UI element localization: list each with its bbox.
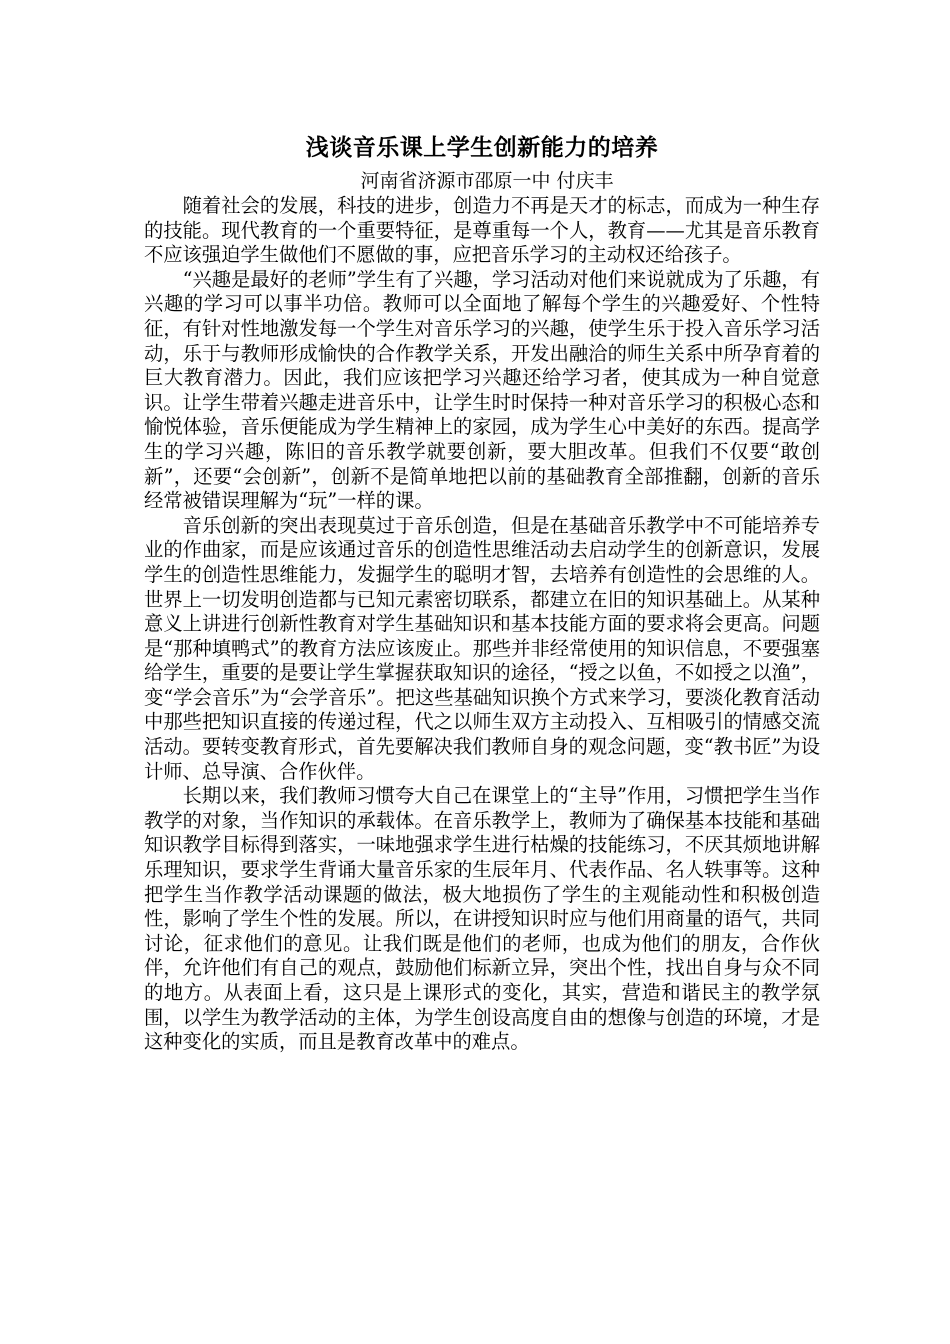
document-title: 浅谈音乐课上学生创新能力的培养 (305, 134, 659, 161)
author-line: 河南省济源市邵原一中 付庆丰 (360, 170, 614, 192)
document-page (144, 128, 820, 1055)
paragraph-4: 长期以来，我们教师习惯夸大自己在课堂上的“主导”作用，习惯把学生当作教学的对象，当作知识的承载体。在音乐教学上，教师为了确保基本技能和基础知识教学目标得到落实，一味地强求学生进行枯燥的技能练习，不厌其烦地讲解乐理知识，要求学生背诵大量音乐家的生辰年月、代表作品、名人轶事等。这种把学生当作教学活动课题的做法，极大地损伤了学生的主观能动性和积极创造性，影响了学生个性的发展。所以，在讲授知识时应与他们用商量的语气，共同讨论，征求他们的意见。让我们既是他们的老师，也成为他们的朋友，合作伙伴，允许他们有自己的观点，鼓励他们标新立异，突出个性，找出自身与众不同的地方。从表面上看，这只是上课形式的变化，其实，营造和谐民主的教学氛围，以学生为教学活动的主体，为学生创设高度自由的想像与创造的环境，才是这种变化的实质，而且是教育改革中的难点。 (144, 784, 820, 1054)
paragraph-1: 随着社会的发展，科技的进步，创造力不再是天才的标志，而成为一种生存的技能。现代教育的一个重要特征，是尊重每一个人，教育——尤其是音乐教育不应该强迫学生做他们不愿做的事，应把音乐学习的主动权还给孩子。 (144, 194, 820, 267)
paragraph-3: 音乐创新的突出表现莫过于音乐创造，但是在基础音乐教学中不可能培养专业的作曲家，而是应该通过音乐的创造性思维活动去启动学生的创新意识，发展学生的创造性思维能力，发掘学生的聪明才智，去培养有创造性的会思维的人。世界上一切发明创造都与已知元素密切联系，都建立在旧的知识基础上。从某种意义上讲进行创新性教育对学生基础知识和基本技能方面的要求将会更高。问题是“那种填鸭式”的教育方法应该废止。那些并非经常使用的知识信息，不要强塞给学生，重要的是要让学生掌握获取知识的途径，“授之以鱼，不如授之以渔”，变“学会音乐”为“会学音乐”。把这些基础知识换个方式来学习，要淡化教育活动中那些把知识直接的传递过程，代之以师生双方主动投入、互相吸引的情感交流活动。要转变教育形式，首先要解决我们教师自身的观念问题，变“教书匠”为设计师、总导演、合作伙伴。 (144, 513, 820, 783)
paragraph-2: “兴趣是最好的老师”学生有了兴趣，学习活动对他们来说就成为了乐趣，有兴趣的学习可以事半功倍。教师可以全面地了解每个学生的兴趣爱好、个性特征，有针对性地激发每一个学生对音乐学习的兴趣，使学生乐于投入音乐学习活动，乐于与教师形成愉快的合作教学关系，开发出融洽的师生关系中所孕育着的巨大教育潜力。因此，我们应该把学习兴趣还给学习者，使其成为一种自觉意识。让学生带着兴趣走进音乐中，让学生时时保持一种对音乐学习的积极心态和愉悦体验，音乐便能成为学生精神上的家园，成为学生心中美好的东西。提高学生的学习兴趣，陈旧的音乐教学就要创新，要大胆改革。但我们不仅要“敢创新”，还要“会创新”，创新不是简单地把以前的基础教育全部推翻，创新的音乐经常被错误理解为“玩”一样的课。 (144, 267, 820, 513)
